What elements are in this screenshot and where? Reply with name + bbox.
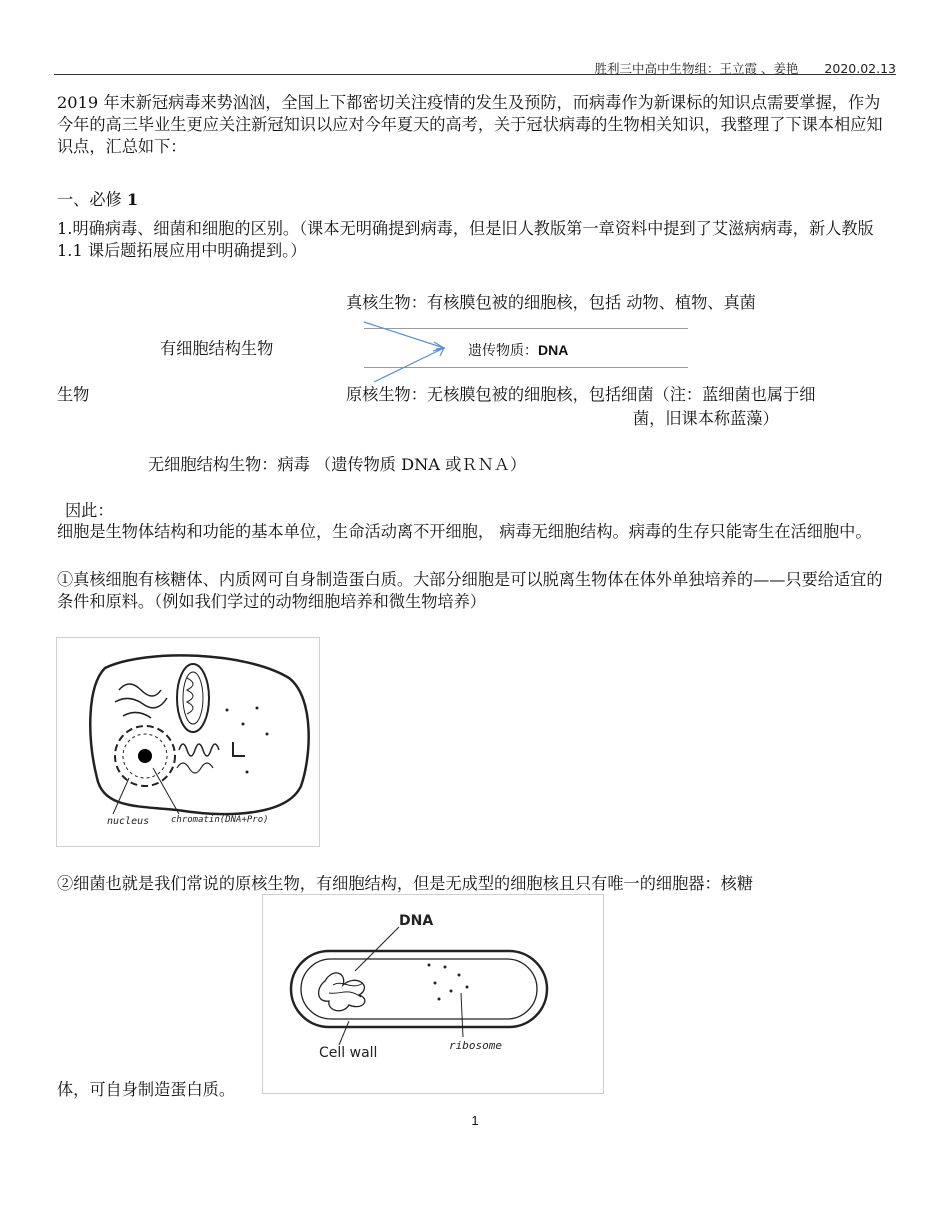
bacteria-sketch <box>263 895 603 1093</box>
dna-label: DNA <box>399 913 434 929</box>
cellular-organisms: 有细胞结构生物 <box>160 339 274 358</box>
header-authors: 胜利三中高中生物组：王立霞 、姜艳 <box>594 61 799 76</box>
cell-wall-label: Cell wall <box>319 1045 378 1061</box>
genetic-value: DNA <box>538 342 569 358</box>
bacteria-image <box>262 894 604 1094</box>
point-1: 1.明确病毒、细菌和细胞的区别。（课本无明确提到病毒，但是旧人教版第一章资料中提到了艾滋病病毒，新人教版 1.1 课后题拓展应用中明确提到。） <box>57 219 874 260</box>
cell-sketch <box>57 638 319 846</box>
item-1: ①真核细胞有核糖体、内质网可自身制造蛋白质。大部分细胞是可以脱离生物体在体外单独培养的——只要给适宜的条件和原料。（例如我们学过的动物细胞培养和微生物培养） <box>57 570 883 611</box>
page-number: 1 <box>471 1113 479 1128</box>
eukaryotic-cell-image <box>56 637 320 847</box>
nucleus-label: nucleus <box>107 816 150 827</box>
prokaryote-text-1: 原核生物：无核膜包被的细胞核，包括细菌（注：蓝细菌也属于细 <box>346 385 816 404</box>
acellular-text: 无细胞结构生物：病毒 （遗传物质 DNA 或ＲＮＡ） <box>148 455 527 474</box>
therefore: 因此： <box>65 501 114 520</box>
chromatin-label: chromatin(DNA+Pro) <box>171 815 269 825</box>
genetic-prefix: 遗传物质： <box>468 342 538 358</box>
ribosome-label: ribosome <box>449 1039 502 1052</box>
header-date: 2020.02.13 <box>824 61 896 76</box>
section-heading <box>57 186 138 210</box>
diagram-arrows <box>360 316 460 386</box>
item-2-end: 体，可自身制造蛋白质。 <box>57 1080 236 1099</box>
organism-root: 生物 <box>57 385 90 404</box>
genetic-material-label <box>468 340 568 360</box>
prokaryote-text-2: 菌，旧课本称蓝藻） <box>633 409 779 428</box>
intro-paragraph: 2019 年末新冠病毒来势汹汹，全国上下都密切关注疫情的发生及预防，而病毒作为新课标的知识点需要掌握，作为今年的高三毕业生更应关注新冠知识以应对今年夏天的高考，关于冠状病毒的生物相关知识，我整理了下课本相应知识点，汇总如下： <box>57 93 883 156</box>
section-prefix: 一、必修 <box>57 190 122 209</box>
item-2-start: ②细菌也就是我们常说的原核生物，有细胞结构，但是无成型的细胞核且只有唯一的细胞器：核糖 <box>57 874 754 893</box>
eukaryote-text: 真核生物：有核膜包被的细胞核，包括 动物、植物、真菌 <box>346 293 756 312</box>
header-rule <box>54 74 896 75</box>
section-number: 1 <box>126 190 139 209</box>
conclusion: 细胞是生物体结构和功能的基本单位，生命活动离不开细胞， 病毒无细胞结构。病毒的生存只能寄生在活细胞中。 <box>57 522 872 541</box>
